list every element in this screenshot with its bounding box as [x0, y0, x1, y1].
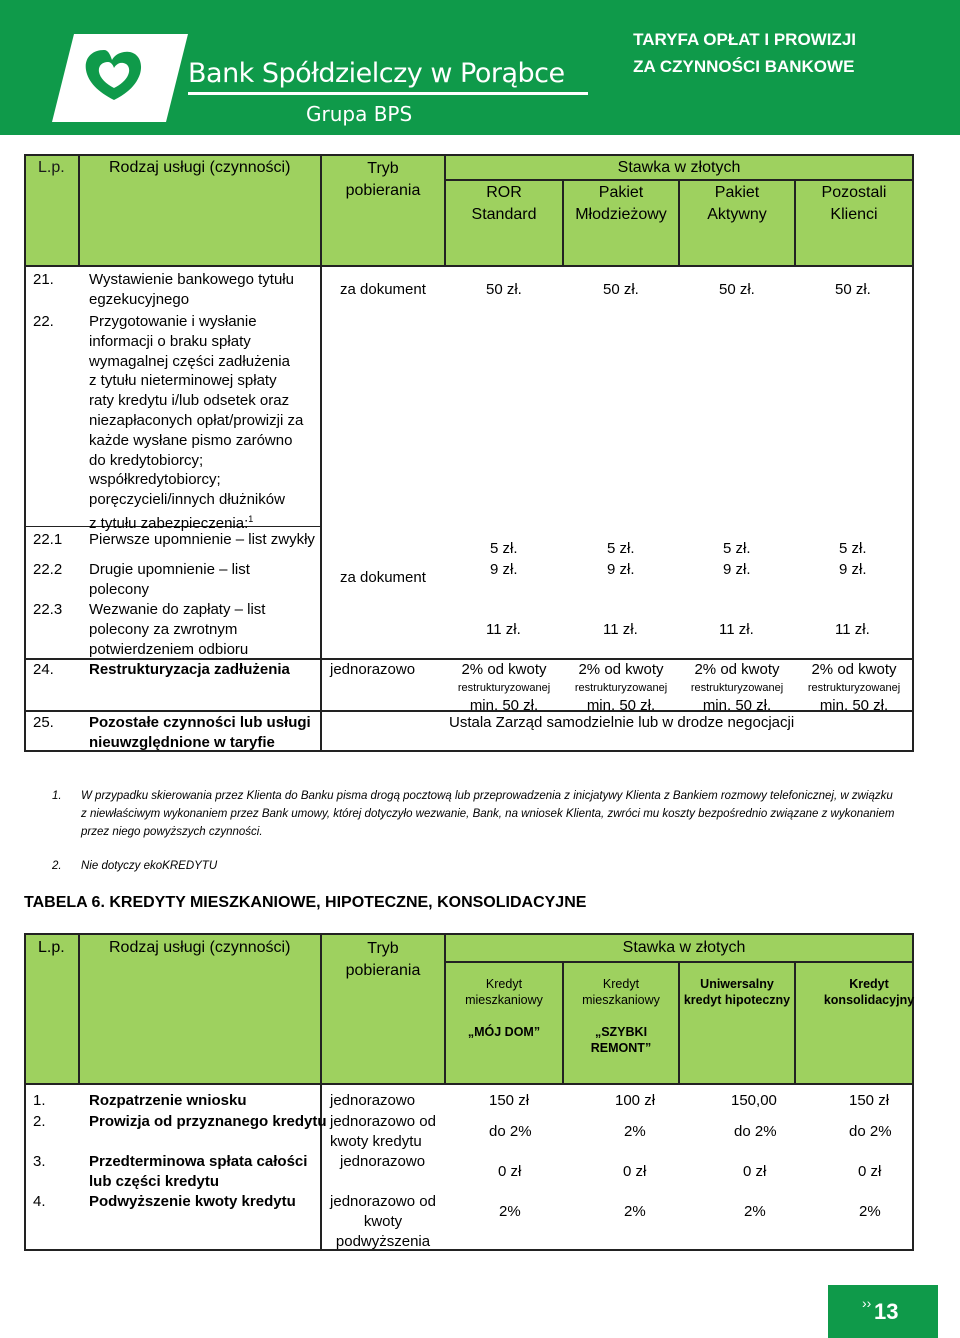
r21-label2: egzekucyjnego — [89, 291, 190, 308]
r25-label — [89, 713, 311, 753]
header-divider — [188, 92, 588, 95]
t2-r2-v0: do 2% — [489, 1123, 532, 1140]
t2-head-c3b: kredyt hipoteczny — [683, 993, 791, 1007]
r24-tryb: jednorazowo — [330, 661, 416, 678]
t2-head-stawka: Stawka w złotych — [622, 939, 746, 956]
r221-v3: 5 zł. — [839, 540, 867, 557]
footnote-2-number: 2. — [52, 860, 62, 872]
page-header — [0, 0, 960, 135]
footnote-1-line2: z niewłaściwym wykonaniem przez Bank umowy, której dotyczyło wezwanie, Bank, na wniosek Klienta, zwróci mu koszty bezpośrednio związane z wykonaniem — [81, 808, 895, 820]
t1-head-col3b: Aktywny — [707, 206, 767, 223]
t1-head-rodzaj: Rodzaj usługi (czynności) — [109, 159, 291, 176]
t2-r1-v0: 150 zł — [489, 1092, 530, 1109]
t2-head-c3a: Uniwersalny — [700, 977, 774, 991]
t1-head-col2 — [564, 182, 678, 226]
t2-r2-no: 2. — [33, 1113, 46, 1130]
t2-r2-v3: do 2% — [849, 1123, 892, 1140]
footnote-1-line3: przez niego powyższych czynności. — [81, 826, 263, 838]
r21-tryb: za dokument — [340, 281, 426, 298]
t1-head-col4a: Pozostali — [821, 184, 887, 201]
tariff-title-line2: ZA CZYNNOŚCI BANKOWE — [633, 57, 855, 76]
t2-r3-label2: lub części kredytu — [89, 1173, 220, 1190]
t1-head-col1a: ROR — [486, 184, 522, 201]
t2-r2-label: Prowizja od przyznanego kredytu — [89, 1113, 327, 1130]
t2-r4-v1: 2% — [624, 1203, 646, 1220]
r21-v0: 50 zł. — [486, 281, 522, 298]
r25-label1: Pozostałe czynności lub usługi — [89, 714, 311, 731]
table2-header-divider — [24, 1083, 914, 1085]
t2-head-c2b: mieszkaniowy — [582, 993, 660, 1007]
t2-r1-label: Rozpatrzenie wniosku — [89, 1092, 247, 1109]
table1-header-divider — [24, 265, 914, 267]
page-number-box — [828, 1285, 938, 1338]
t1-vline — [78, 154, 80, 266]
t2-r3-tryb: jednorazowo — [340, 1153, 426, 1170]
r221-v1: 5 zł. — [607, 540, 635, 557]
bank-logo — [52, 34, 188, 122]
r24-v2-c: min. 50 zł. — [702, 697, 772, 714]
r221-v0: 5 zł. — [490, 540, 518, 557]
t2-r4-tryb2: kwoty — [363, 1213, 403, 1230]
t2-head-c1a: Kredyt — [485, 977, 523, 991]
r22-line: poręczycieli/innych dłużników — [89, 491, 285, 509]
t1-hline — [444, 179, 914, 181]
t2-r2-tryb — [330, 1112, 436, 1152]
t2-r2-tryb1: jednorazowo od — [330, 1113, 436, 1130]
t1-head-col2b: Młodzieżowy — [575, 206, 667, 223]
r22-label — [89, 312, 303, 534]
t1-head-tryb2: pobierania — [345, 182, 421, 199]
t2-head-c4b: konsolidacyjny — [823, 993, 915, 1007]
r222-label1: Drugie upomnienie – list — [89, 561, 250, 578]
r223-label2: polecony za zwrotnym — [89, 621, 238, 638]
t1-head-col1 — [446, 182, 562, 226]
r223-no: 22.3 — [33, 601, 63, 618]
r221-label: Pierwsze upomnienie – list zwykły — [89, 531, 315, 548]
r22-line: współkredytobiorcy; — [89, 471, 221, 489]
r222-no: 22.2 — [33, 561, 63, 578]
t1-head-tryb — [322, 158, 444, 202]
r223-v3: 11 zł. — [835, 621, 870, 638]
r24-v0-b: restrukturyzowanej — [457, 682, 551, 694]
t2-r1-v2: 150,00 — [731, 1092, 777, 1109]
t2-r4-no: 4. — [33, 1193, 46, 1210]
t2-head-rodzaj: Rodzaj usługi (czynności) — [109, 939, 291, 956]
t2-r3-v0: 0 zł — [498, 1163, 522, 1180]
r24-v2-a: 2% od kwoty — [694, 661, 780, 678]
t2-head-c1b: mieszkaniowy — [465, 993, 543, 1007]
t1-head-col4b: Klienci — [830, 206, 878, 223]
footnote-1-text — [81, 787, 931, 841]
t2-head-c4a: Kredyt — [849, 977, 889, 991]
t2-r4-v3: 2% — [859, 1203, 881, 1220]
t2-r4-v2: 2% — [744, 1203, 766, 1220]
r24-v0 — [446, 660, 562, 716]
t2-r1-v3: 150 zł — [849, 1092, 890, 1109]
t2-head-c1 — [446, 976, 562, 1040]
t2-head-c2c: „SZYBKI REMONT” — [590, 1025, 652, 1055]
r24-v1-a: 2% od kwoty — [578, 661, 664, 678]
r223-v2: 11 zł. — [719, 621, 754, 638]
quote-mark-icon: ›› — [862, 1295, 872, 1311]
t2-r1-v1: 100 zł — [615, 1092, 656, 1109]
t2-r3-v2: 0 zł — [743, 1163, 767, 1180]
r222-tryb: za dokument — [340, 569, 426, 586]
r21-no: 21. — [33, 271, 54, 288]
t1-head-lp: L.p. — [38, 159, 65, 176]
r21-v3: 50 zł. — [835, 281, 871, 298]
t2-r3-v3: 0 zł — [858, 1163, 882, 1180]
r22-line: wymagalnej części zadłużenia — [89, 352, 290, 370]
r221-no: 22.1 — [33, 531, 63, 548]
t1-head-col4 — [796, 182, 912, 226]
t1-head-col1b: Standard — [471, 206, 537, 223]
t2-head-lp: L.p. — [38, 939, 65, 956]
r25-no: 25. — [33, 714, 54, 731]
r222-v2: 9 zł. — [723, 561, 751, 578]
r223-label1: Wezwanie do zapłaty – list — [89, 601, 266, 618]
r223-label — [89, 600, 265, 660]
footnote-1-line1: W przypadku skierowania przez Klienta do Banku pisma drogą pocztową lub przeprowadzenia z inicjatywy Klienta z Bankiem rozmowy telefonicznej, w związku — [81, 790, 893, 802]
r22-line: każde wysłane pismo zarówno — [89, 431, 293, 449]
footnote-1-number: 1. — [52, 790, 62, 802]
group-name: Grupa BPS — [306, 102, 413, 126]
r22-line: informacji o braku spłaty — [89, 332, 251, 350]
r223-v0: 11 zł. — [486, 621, 521, 638]
r22-no: 22. — [33, 313, 54, 330]
t1-vline — [320, 154, 322, 752]
tariff-title — [633, 26, 856, 80]
t2-hline — [444, 961, 914, 963]
r25-text: Ustala Zarząd samodzielnie lub w drodze negocjacji — [449, 714, 795, 731]
t2-r2-v2: do 2% — [734, 1123, 777, 1140]
t1-head-stawka: Stawka w złotych — [617, 159, 741, 176]
table6-title: TABELA 6. KREDYTY MIESZKANIOWE, HIPOTECZNE, KONSOLIDACYJNE — [24, 894, 587, 911]
footnote-2-text: Nie dotyczy ekoKREDYTU — [81, 860, 218, 872]
t2-r3-v1: 0 zł — [623, 1163, 647, 1180]
page-number: 13 — [874, 1299, 899, 1324]
t2-r3-no: 3. — [33, 1153, 46, 1170]
t2-head-tryb1: Tryb — [367, 940, 399, 957]
r222-v0: 9 zł. — [490, 561, 518, 578]
r222-label — [89, 560, 250, 600]
r222-label2: polecony — [89, 581, 150, 598]
t1-head-col3 — [680, 182, 794, 226]
t2-r3-label1: Przedterminowa spłata całości — [89, 1153, 308, 1170]
r223-v1: 11 zł. — [603, 621, 638, 638]
t2-r4-label: Podwyższenie kwoty kredytu — [89, 1193, 296, 1210]
r22-line: niezapłaconych opłat/prowizji za — [89, 411, 304, 429]
t2-r3-label — [89, 1152, 307, 1192]
bank-name: Bank Spółdzielczy w Porąbce — [188, 58, 565, 89]
t2-r4-tryb — [322, 1192, 444, 1252]
t2-head-c1c: „MÓJ DOM” — [467, 1025, 541, 1039]
t1-head-col2a: Pakiet — [598, 184, 644, 201]
r22-line: z tytułu zabezpieczenia: — [89, 514, 249, 532]
r24-v1-b: restrukturyzowanej — [574, 682, 668, 694]
r22-line: Przygotowanie i wysłanie — [89, 313, 257, 330]
r24-v2-b: restrukturyzowanej — [690, 682, 784, 694]
t1-head-tryb1: Tryb — [367, 160, 399, 177]
r24-v3 — [796, 660, 912, 716]
t2-r2-tryb2: kwoty kredytu — [330, 1133, 422, 1150]
footnote-ref: 1 — [248, 513, 254, 524]
t2-r1-tryb: jednorazowo — [330, 1092, 416, 1109]
r24-label: Restrukturyzacja zadłużenia — [89, 661, 290, 678]
r22-line: raty kredytu i/lub odsetek oraz — [89, 392, 290, 410]
t2-head-c4 — [796, 976, 942, 1008]
r24-v0-a: 2% od kwoty — [461, 661, 547, 678]
r24-v3-b: restrukturyzowanej — [807, 682, 901, 694]
t2-r1-no: 1. — [33, 1092, 46, 1109]
t2-head-tryb — [322, 938, 444, 982]
r223-label3: potwierdzeniem odbioru — [89, 641, 249, 658]
r24-v0-c: min. 50 zł. — [469, 697, 539, 714]
r22-line: z tytułu nieterminowej spłaty — [89, 372, 277, 390]
t2-head-c2a: Kredyt — [602, 977, 640, 991]
r24-v2 — [680, 660, 794, 716]
r24-v3-c: min. 50 zł. — [819, 697, 889, 714]
tariff-title-line1: TARYFA OPŁAT I PROWIZJI — [633, 30, 856, 49]
r21-v2: 50 zł. — [719, 281, 755, 298]
r21-label — [89, 270, 294, 310]
r24-v1-c: min. 50 zł. — [586, 697, 656, 714]
t2-r4-tryb1: jednorazowo od — [330, 1193, 436, 1210]
r25-label2: nieuwzględnione w taryfie — [89, 734, 275, 751]
r221-v2: 5 zł. — [723, 540, 751, 557]
t2-r4-v0: 2% — [499, 1203, 521, 1220]
r222-v3: 9 zł. — [839, 561, 867, 578]
r222-v1: 9 zł. — [607, 561, 635, 578]
r24-v3-a: 2% od kwoty — [811, 661, 897, 678]
t2-r2-v1: 2% — [624, 1123, 646, 1140]
r21-label1: Wystawienie bankowego tytułu — [89, 271, 294, 288]
t1-head-col3a: Pakiet — [714, 184, 760, 201]
t2-head-tryb2: pobierania — [345, 962, 421, 979]
r24-v1 — [564, 660, 678, 716]
r24-no: 24. — [33, 661, 54, 678]
r21-v1: 50 zł. — [603, 281, 639, 298]
r22-line: do kredytobiorcy; — [89, 451, 204, 469]
t2-vline — [78, 933, 80, 1083]
t2-r4-tryb3: podwyższenia — [335, 1233, 431, 1250]
